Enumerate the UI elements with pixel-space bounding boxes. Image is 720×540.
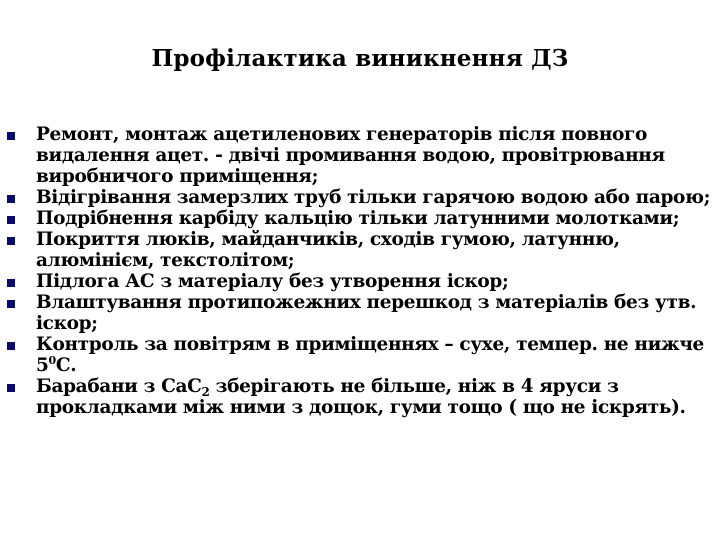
square-bullet-icon <box>7 384 15 392</box>
square-bullet-icon <box>7 216 15 224</box>
list-item-text: Ремонт, монтаж ацетиленових генераторів після повного видалення ацет. - двічі промивання водою, провітрювання виробничого приміщення; <box>36 124 665 187</box>
list-item-text: Подрібнення карбіду кальцію тільки латунними молотками; <box>36 208 680 229</box>
list-item <box>36 271 716 292</box>
degree-superscript: 0 <box>48 354 56 367</box>
list-item-text-start: Барабани з CaC <box>36 376 202 397</box>
square-bullet-icon <box>7 300 15 308</box>
list-item-text-start: Контроль за повітрям в приміщеннях – сухе, темпер. не нижче 5 <box>36 334 704 376</box>
square-bullet-icon <box>7 279 15 287</box>
slide-title: Профілактика виникнення ДЗ <box>151 45 569 72</box>
list-item <box>36 292 716 334</box>
list-item-text: Відігрівання замерзлих труб тільки гарячою водою або парою; <box>36 187 711 208</box>
list-item <box>36 376 716 418</box>
list-item <box>36 208 716 229</box>
list-item <box>36 229 716 271</box>
list-item-text: Влаштування протипожежних перешкод з матеріалів без утв. іскор; <box>36 292 697 334</box>
square-bullet-icon <box>7 132 15 140</box>
square-bullet-icon <box>7 237 15 245</box>
list-item-text-end: С. <box>55 355 77 376</box>
list-item <box>36 334 716 376</box>
list-item-text: Покриття люків, майданчиків, сходів гумою, латунню, алюмінієм, текстолітом; <box>36 229 620 271</box>
list-item <box>36 124 716 187</box>
square-bullet-icon <box>7 342 15 350</box>
square-bullet-icon <box>7 195 15 203</box>
list-item <box>36 187 716 208</box>
bullet-list <box>36 124 716 418</box>
list-item-text: Підлога АС з матеріалу без утворення іскор; <box>36 271 509 292</box>
list-item-text-end: зберігають не більше, ніж в 4 яруси з прокладками між ними з дощок, гуми тощо ( що не іскрять). <box>36 376 686 418</box>
formula-subscript: 2 <box>201 385 210 399</box>
